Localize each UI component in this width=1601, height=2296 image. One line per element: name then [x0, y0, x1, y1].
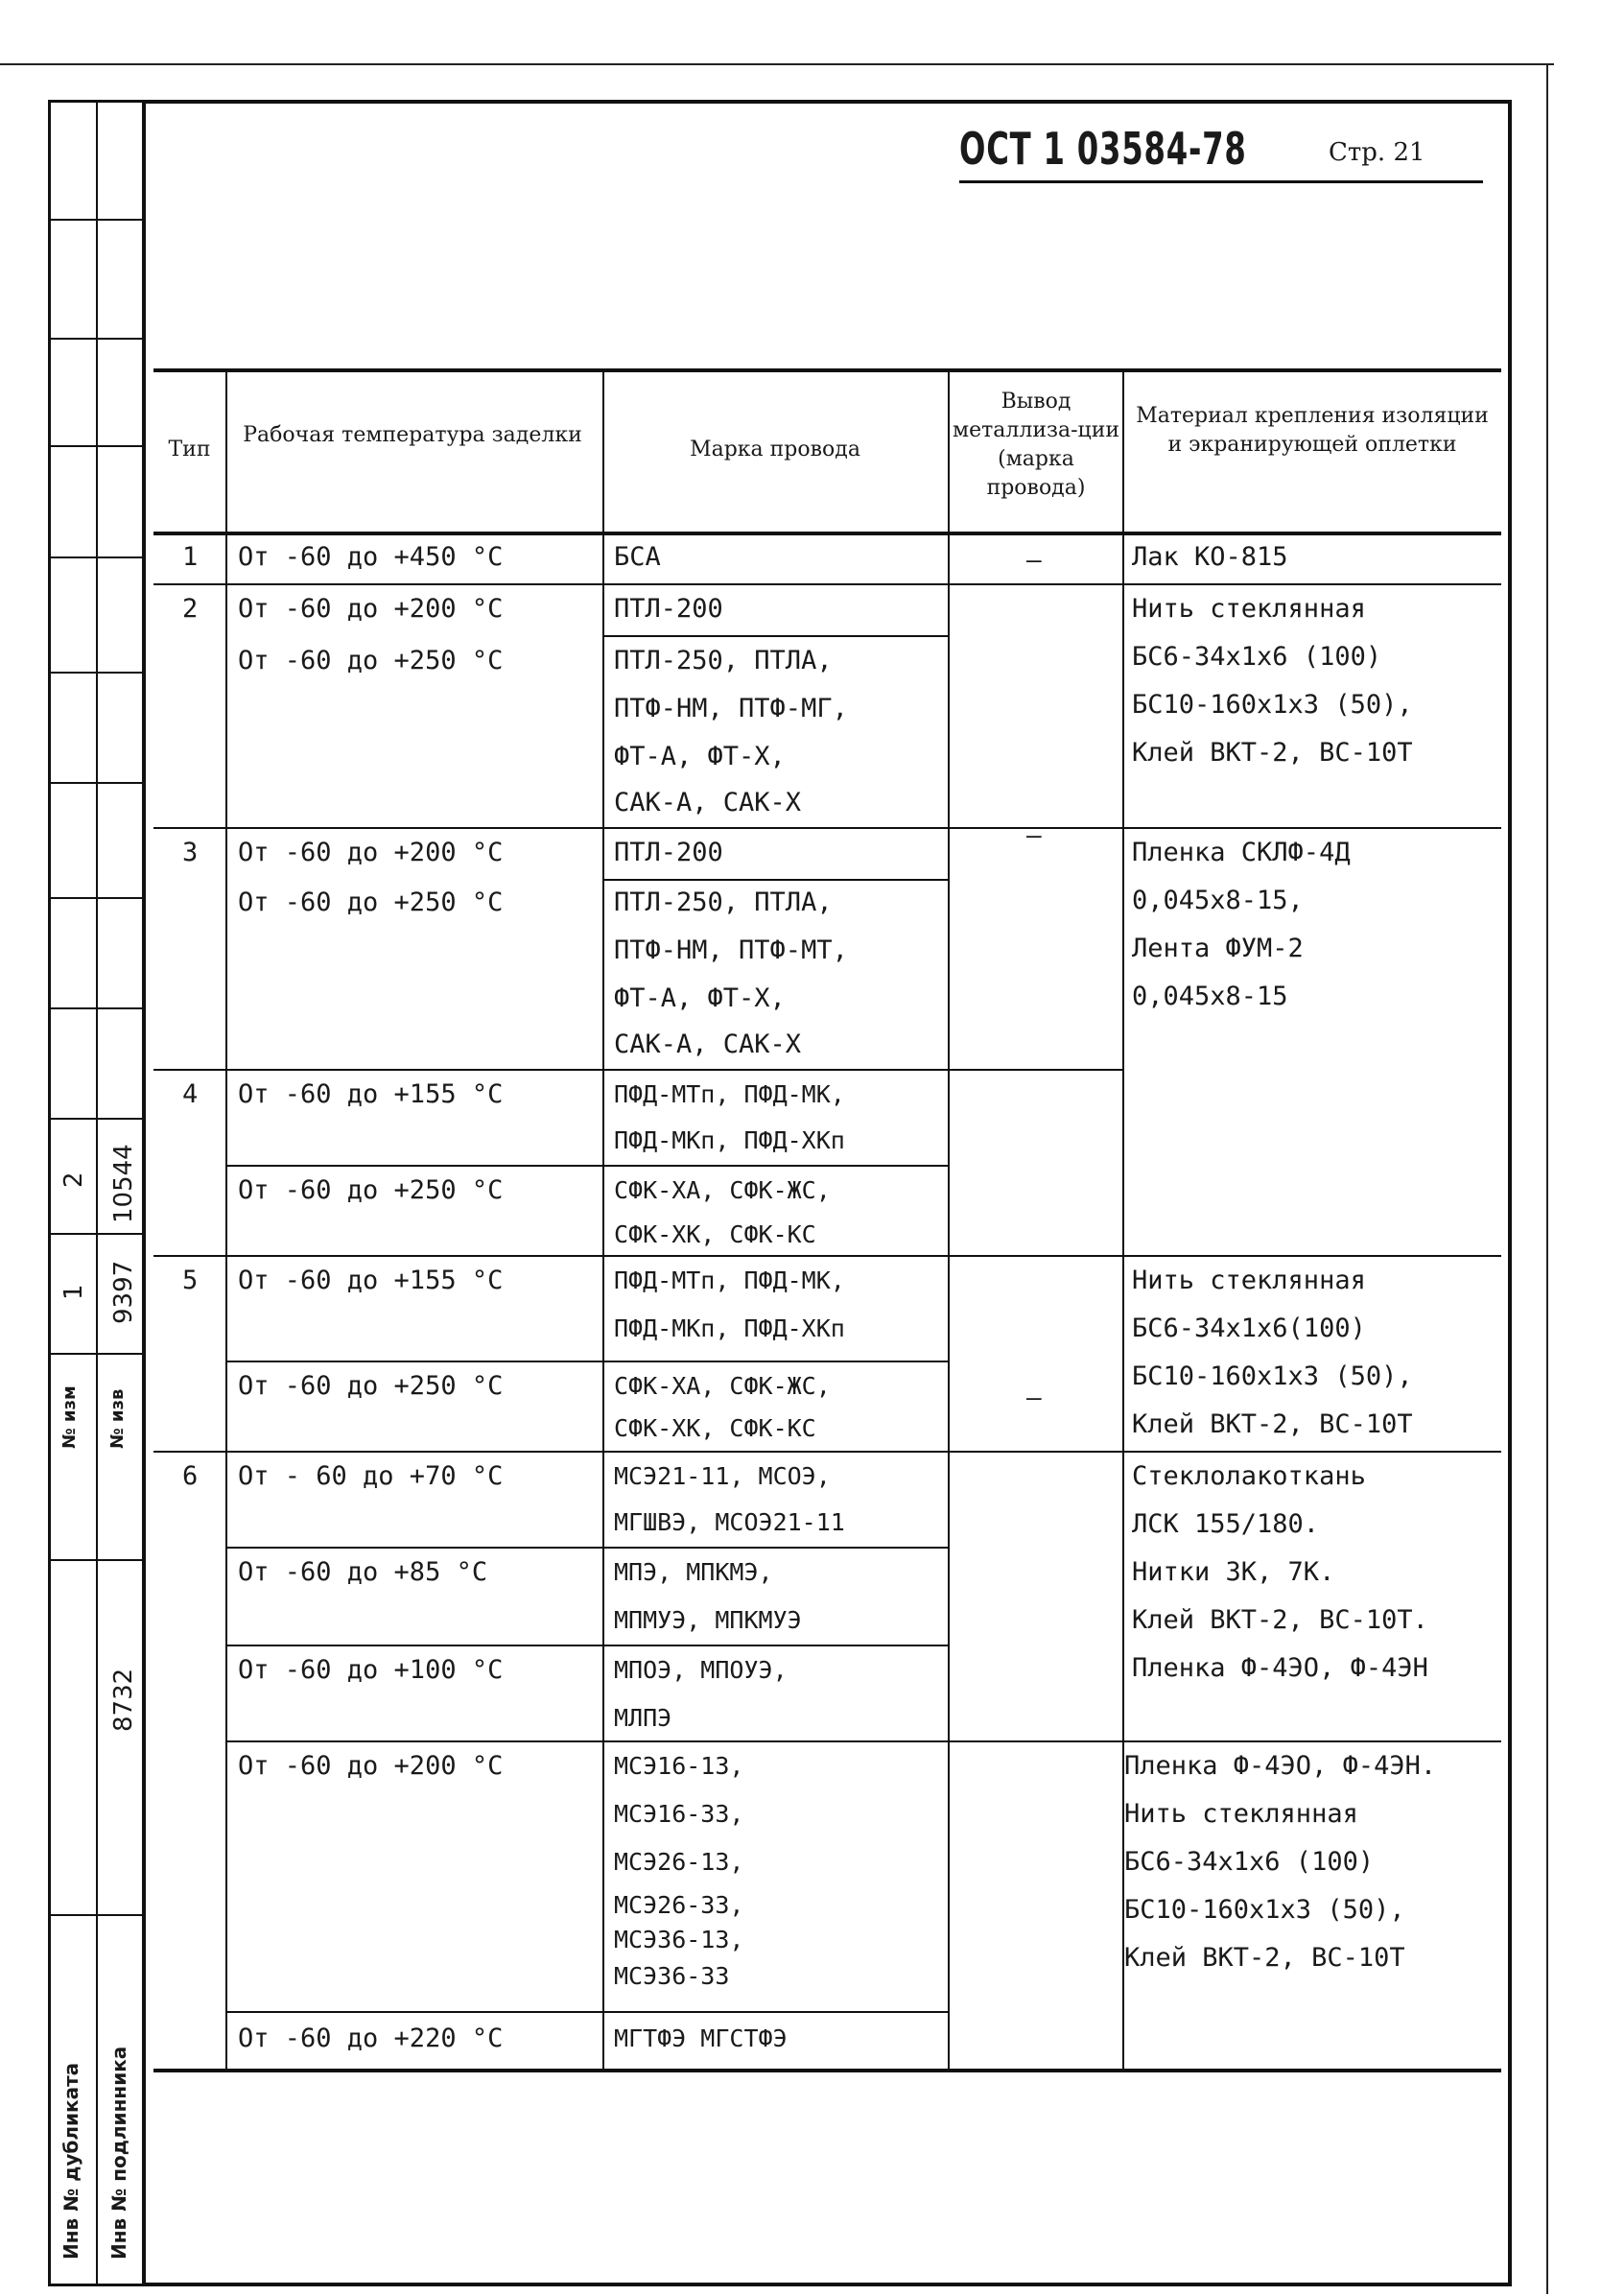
strip-rule: [48, 445, 142, 447]
row-material: 0,045х8-15,: [1132, 886, 1304, 915]
row-wire-grade: ПФД-МКп, ПФД-ХКп: [614, 1314, 845, 1342]
row-wire-grade: ПФД-МКп, ПФД-ХКп: [614, 1126, 845, 1154]
row-temperature: От -60 до +155 °С: [238, 1266, 504, 1295]
left-strip-divider: [96, 100, 98, 2286]
strip-rule: [48, 1559, 142, 1561]
row-material: Клей ВКТ-2, ВС-10Т: [1124, 1943, 1405, 1973]
row-temperature: От -60 до +100 °С: [238, 1655, 504, 1685]
row-output: –: [1026, 821, 1042, 850]
row-output: –: [1026, 1384, 1042, 1412]
row-wire-grade: МЛПЭ: [614, 1704, 672, 1732]
row-material: Пленка Ф-4ЭО, Ф-4ЭН: [1132, 1653, 1428, 1683]
row-material: Клей ВКТ-2, ВС-10Т: [1132, 738, 1413, 768]
row-wire-grade: СФК-ХК, СФК-КС: [614, 1220, 816, 1248]
strip-rule: [48, 556, 142, 558]
row-temperature: От -60 до +250 °С: [238, 888, 504, 917]
row-temperature: От -60 до +200 °С: [238, 838, 504, 867]
row-wire-grade: МСЭ16-13,: [614, 1752, 744, 1780]
row-temperature: От -60 до +250 °С: [238, 1175, 504, 1205]
row-wire-grade: СФК-ХА, СФК-ЖС,: [614, 1372, 831, 1400]
row-rule: [225, 2011, 948, 2013]
change-no-value: 2: [59, 1172, 88, 1188]
row-material: БС10-160х1х3 (50),: [1132, 690, 1413, 720]
row-temperature: От - 60 до +70 °С: [238, 1461, 504, 1491]
row-material: БС10-160х1х3 (50),: [1124, 1895, 1405, 1925]
row-material: Стеклолакоткань: [1132, 1461, 1366, 1491]
sheet-right-edge: [1546, 63, 1548, 2294]
row-material: БС6-34х1х6 (100): [1132, 642, 1382, 672]
row-wire-grade: САК-А, САК-Х: [614, 1030, 802, 1059]
notice-no-value: 9397: [109, 1260, 138, 1324]
row-wire-grade: ПТЛ-200: [614, 594, 723, 624]
strip-rule: [48, 338, 142, 340]
strip-rule: [48, 219, 142, 221]
page-number: Стр. 21: [1329, 138, 1425, 167]
strip-rule: [48, 782, 142, 784]
row-wire-grade: МСЭ21-11, МСОЭ,: [614, 1462, 831, 1490]
row-wire-grade: ФТ-А, ФТ-Х,: [614, 983, 786, 1013]
row-wire-grade: САК-А, САК-Х: [614, 788, 802, 817]
row-wire-grade: МСЭ26-13,: [614, 1848, 744, 1876]
row-wire-grade: СФК-ХК, СФК-КС: [614, 1414, 816, 1442]
change-no-value: 1: [59, 1284, 88, 1300]
row-material: Нить стеклянная: [1132, 1266, 1366, 1295]
col-header-metallization-output: Вывод металлиза-ции (марка провода): [952, 390, 1120, 500]
row-material: Нить стеклянная: [1124, 1799, 1358, 1829]
col-header-temperature: Рабочая температура заделки: [243, 423, 582, 447]
document-code: ОСТ 1 03584-78: [959, 123, 1247, 175]
row-wire-grade: МСЭ26-33,: [614, 1891, 744, 1919]
strip-rule: [48, 672, 142, 674]
col-header-wire-grade: Марка провода: [690, 438, 860, 462]
row-material: Клей ВКТ-2, ВС-10Т: [1132, 1409, 1413, 1439]
strip-rule: [48, 897, 142, 899]
row-type: 3: [182, 838, 199, 867]
row-wire-grade: ПТЛ-250, ПТЛА,: [614, 888, 833, 917]
notice-no-value: 10544: [109, 1144, 138, 1223]
row-material: 0,045х8-15: [1132, 982, 1288, 1011]
row-wire-grade: МПЭ, МПКМЭ,: [614, 1558, 773, 1586]
notice-no-label: № изв: [107, 1388, 128, 1449]
row-wire-grade: ПФД-МТп, ПФД-МК,: [614, 1266, 845, 1294]
row-temperature: От -60 до +85 °С: [238, 1557, 488, 1587]
col-rule: [225, 368, 227, 2069]
col-rule: [602, 368, 604, 2069]
row-wire-grade: МГТФЭ МГСТФЭ: [614, 2024, 788, 2052]
row-material: ЛСК 155/180.: [1132, 1509, 1320, 1539]
row-type: 5: [182, 1266, 199, 1295]
row-wire-grade: МСЭ16-33,: [614, 1800, 744, 1828]
row-wire-grade: ПТФ-НМ, ПТФ-МГ,: [614, 694, 848, 723]
sheet-top-edge: [0, 63, 1554, 65]
duplicate-inv-label: Инв № дубликата: [59, 2062, 82, 2260]
table-top-rule: [153, 368, 1501, 372]
row-wire-grade: СФК-ХА, СФК-ЖС,: [614, 1176, 831, 1204]
wire-sealing-table: [153, 368, 1501, 2069]
row-wire-grade: МПМУЭ, МПКМУЭ: [614, 1606, 802, 1634]
row-material: Пленка Ф-4ЭО, Ф-4ЭН.: [1124, 1751, 1437, 1781]
row-type: 1: [182, 542, 199, 572]
row-wire-grade: МПОЭ, МПОУЭ,: [614, 1656, 788, 1684]
strip-rule: [48, 1353, 142, 1355]
row-wire-grade: МСЭ36-33: [614, 1962, 730, 1990]
row-temperature: От -60 до +155 °С: [238, 1079, 504, 1109]
row-wire-grade: ПТЛ-200: [614, 838, 723, 867]
row-wire-grade: ФТ-А, ФТ-Х,: [614, 742, 786, 771]
row-wire-grade: БСА: [614, 542, 661, 572]
row-type: 6: [182, 1461, 199, 1491]
row-material: Лента ФУМ-2: [1132, 934, 1304, 963]
original-inv-label: Инв № подлинника: [107, 2046, 130, 2260]
row-temperature: От -60 до +220 °С: [238, 2024, 504, 2053]
row-output: –: [1026, 546, 1042, 575]
strip-rule: [48, 1914, 142, 1916]
row-temperature: От -60 до +250 °С: [238, 1371, 504, 1401]
row-material: Пленка СКЛФ-4Д: [1132, 838, 1351, 867]
row-temperature: От -60 до +200 °С: [238, 594, 504, 624]
col-header-type: Тип: [168, 438, 211, 462]
row-material: БС10-160х1х3 (50),: [1132, 1361, 1413, 1391]
row-wire-grade: ПТЛ-250, ПТЛА,: [614, 646, 833, 675]
row-temperature: От -60 до +200 °С: [238, 1751, 504, 1781]
row-wire-grade: МСЭ36-13,: [614, 1926, 744, 1953]
row-wire-grade: ПТФ-НМ, ПТФ-МТ,: [614, 935, 848, 965]
change-no-label: № изм: [59, 1385, 80, 1449]
table-bottom-rule: [153, 2069, 1501, 2072]
row-material: Лак КО-815: [1132, 542, 1288, 572]
row-material: БС6-34х1х6 (100): [1124, 1847, 1375, 1877]
row-material: Клей ВКТ-2, ВС-10Т.: [1132, 1605, 1428, 1635]
row-material: БС6-34х1х6(100): [1132, 1314, 1366, 1343]
col-rule: [948, 368, 950, 2069]
row-wire-grade: ПФД-МТп, ПФД-МК,: [614, 1080, 845, 1108]
row-type: 4: [182, 1079, 199, 1109]
row-type: 2: [182, 594, 199, 624]
row-temperature: От -60 до +450 °С: [238, 542, 504, 572]
original-inv-value: 8732: [109, 1668, 138, 1732]
row-wire-grade: МГШВЭ, МСОЭ21-11: [614, 1508, 845, 1536]
strip-rule: [48, 1118, 142, 1120]
strip-rule: [48, 1007, 142, 1009]
row-material: Нить стеклянная: [1132, 594, 1366, 624]
row-material: Нитки 3К, 7К.: [1132, 1557, 1335, 1587]
col-header-fastening-material: Материал крепления изоляции и экранирующей оплетки: [1136, 404, 1489, 457]
row-temperature: От -60 до +250 °С: [238, 646, 504, 675]
header-underline: [959, 180, 1483, 183]
strip-rule: [48, 1233, 142, 1235]
